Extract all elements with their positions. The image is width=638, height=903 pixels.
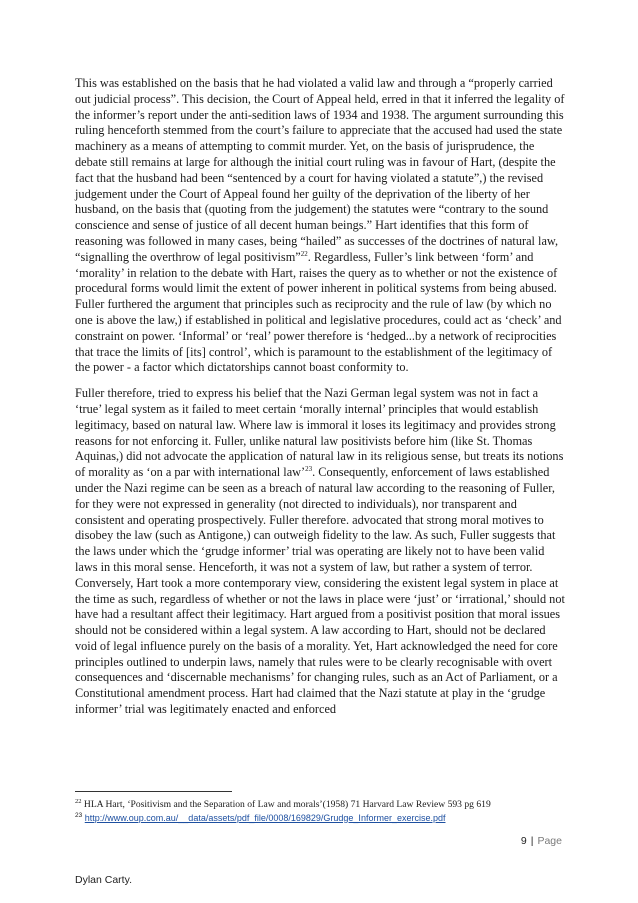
paragraph-1-part-2: . Regardless, Fuller’s link between ‘form’ and ‘morality’ in relation to the debate with Hart, raises the query as to whether or not the existence of procedural forms would limit the extent of power inherent in political systems from being abused. Fuller furthered the argument that principles such as reciprocity and the rule of law (by which no one is above the law,) if established in political and legislative procedures, could act as ‘check’ and constraint on power. ‘Informal’ or ‘real’ power therefore is ‘hedged...by a network of reciprocities that trace the limits of [its] control’, which is paramount to the establishment of the legitimacy of the power - a factor which dictatorships cannot boast conformity to. [75, 249, 562, 375]
paragraph-2-part-2: . Consequently, enforcement of laws established under the Nazi regime can be seen as a breach of natural law according to the reasoning of Fuller, for they were not expressed in generality (not directed to individuals), nor transparent and consistent and operating prospectively. Fuller therefore. advocated that strong moral motives to disobey the law (such as Antigone,) can outweigh fidelity to the law. As such, Fuller suggests that the laws under which the ‘grudge informer’ trial was operating are likely not to have been valid laws in this moral sense. Henceforth, it was not a system of law, but rather a system of terror. Conversely, Hart took a more contemporary view, considering the existent legal system in place at the time as such, regardless of whether or not the laws in place were ‘just’ or ‘irrational,’ should not have had a resultant affect their legitimacy. Hart argued from a positivist position that moral issues should not be considered within a legal system. A law according to Hart, should not be declared void of legal influence purely on the basis of a morality. Yet, Hart acknowledged the need for core principles outlined to underpin laws, namely that rules were to be clearly recognisable with overt consequences and ‘discernable mechanisms’ for changing rules, such as an Act of Parliament, or a Constitutional amendment process. Hart had claimed that the Nazi statute at play in the ‘grudge informer’ trial was legitimately enacted and enforced [75, 465, 565, 717]
page-number-separator: | [530, 835, 534, 847]
paragraph-2-part-1: Fuller therefore, tried to express his belief that the Nazi German legal system was not in fact a ‘true’ legal system as it failed to meet certain ‘morally internal’ principles that would establish legitimacy, based on natural law. Where law is immoral it loses its legitimacy and provides strong reasons for not enforcing it. Fuller, unlike natural law positivists before him (like St. Thomas Aquinas,) did not advocate the application of natural law in its religious sense, but treats its notions of morality as ‘on a par with international law’ [75, 386, 564, 480]
page-label: Page [537, 835, 562, 847]
footnote-22 [75, 798, 567, 812]
author-name: Dylan Carty. [75, 874, 132, 886]
paragraph-2 [75, 386, 567, 718]
page-number [521, 835, 562, 847]
footnote-22-text: HLA Hart, ‘Positivism and the Separation of Law and morals’(1958) 71 Harvard Law Review 593 pg 619 [81, 799, 491, 810]
footnote-22-number: 22 [75, 797, 82, 805]
footnote-ref-23[interactable]: 23 [305, 465, 313, 474]
footnote-ref-22[interactable]: 22 [300, 249, 308, 258]
footnote-separator [75, 791, 232, 792]
page-number-value: 9 [520, 835, 527, 847]
paragraph-1 [75, 76, 567, 376]
body-text [75, 76, 567, 718]
footnotes [75, 798, 567, 825]
paragraph-1-part-1: This was established on the basis that he had violated a valid law and through a “properly carried out judicial process”. This decision, the Court of Appeal held, erred in that it inferred the legality of the informer’s report under the anti-sedition laws of 1934 and 1938. The argument surrounding this ruling henceforth stemmed from the court’s failure to appreciate that the accused had used the state machinery as a means of attempting to commit murder. Yet, on the basis of jurisprudence, the debate still remains at large for although the initial court ruling was in favour of Hart, (despite the fact that the husband had been “sentenced by a court for having violated a statute”,) the revised judgement under the Court of Appeal found her guilty of the deprivation of the liberty of her husband, on the basis that (quoting from the judgement) the statutes were “contrary to the sound conscience and sense of justice of all decent human beings.” Hart identifies that this form of reasoning was followed in many cases, being “hailed” as successes of the doctrines of natural law, “signalling the overthrow of legal positivism” [75, 76, 565, 264]
footnote-23-number: 23 [75, 811, 83, 819]
footnote-23 [75, 812, 567, 826]
footnote-23-link[interactable]: http://www.oup.com.au/__data/assets/pdf_file/0008/169829/Grudge_Informer_exercise.pdf [84, 812, 446, 823]
